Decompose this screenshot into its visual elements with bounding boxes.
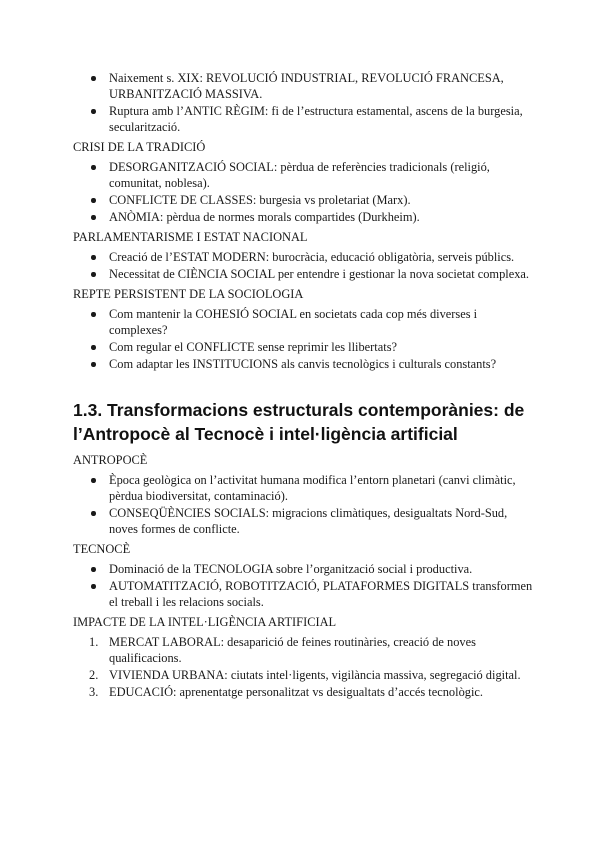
subsection-label-crisi: CRISI DE LA TRADICIÓ	[73, 140, 206, 154]
list-item: Necessitat de CIÈNCIA SOCIAL per entendre i gestionar la nova societat complexa.	[73, 266, 533, 282]
list-item	[73, 667, 533, 683]
list-item: Època geològica on l’activitat humana modifica l’entorn planetari (canvi climàtic, pèrdua biodiversitat, contaminació).	[73, 472, 533, 504]
crisi-list	[73, 159, 533, 225]
list-item: Com mantenir la COHESIÓ SOCIAL en societats cada cop més diverses i complexes?	[73, 306, 533, 338]
list-number: 3.	[89, 685, 99, 699]
list-item-text: MERCAT LABORAL: desaparició de feines routinàries, creació de noves qualificacions.	[109, 635, 476, 665]
list-item	[73, 634, 533, 666]
ia-list	[73, 634, 533, 700]
parlamentarisme-list	[73, 249, 533, 282]
repte-list	[73, 306, 533, 372]
subsection-label-ia: IMPACTE DE LA INTEL·LIGÈNCIA ARTIFICIAL	[73, 615, 337, 629]
subsection-label-tecnoce: TECNOCÈ	[73, 542, 131, 556]
list-item-text: VIVIENDA URBANA: ciutats intel·ligents, vigilància massiva, segregació digital.	[109, 668, 521, 682]
list-item: Dominació de la TECNOLOGIA sobre l’organització social i productiva.	[73, 561, 533, 577]
list-number: 1.	[89, 635, 99, 649]
list-item: DESORGANITZACIÓ SOCIAL: pèrdua de referències tradicionals (religió, comunitat, noblesa).	[73, 159, 533, 191]
tecnoce-list	[73, 561, 533, 610]
subsection-label-repte: REPTE PERSISTENT DE LA SOCIOLOGIA	[73, 287, 304, 301]
list-item	[73, 684, 533, 700]
list-item: Com regular el CONFLICTE sense reprimir les llibertats?	[73, 339, 533, 355]
list-item: Ruptura amb l’ANTIC RÈGIM: fi de l’estructura estamental, ascens de la burgesia, secularització.	[73, 103, 533, 135]
list-item-text: EDUCACIÓ: aprenentatge personalitzat vs desigualtats d’accés tecnològic.	[109, 685, 483, 699]
list-item: CONFLICTE DE CLASSES: burgesia vs proletariat (Marx).	[73, 192, 533, 208]
antropoce-list	[73, 472, 533, 537]
subsection-label-antropoce: ANTROPOCÈ	[73, 453, 148, 467]
list-item: CONSEQÜÈNCIES SOCIALS: migracions climàtiques, desigualtats Nord-Sud, noves formes de conflicte.	[73, 505, 533, 537]
subsection-label-parlamentarisme: PARLAMENTARISME I ESTAT NACIONAL	[73, 230, 308, 244]
list-item: ANÒMIA: pèrdua de normes morals compartides (Durkheim).	[73, 209, 533, 225]
intro-list	[73, 70, 533, 135]
list-item: Com adaptar les INSTITUCIONS als canvis tecnològics i culturals constants?	[73, 356, 533, 372]
list-number: 2.	[89, 668, 99, 682]
list-item: Naixement s. XIX: REVOLUCIÓ INDUSTRIAL, REVOLUCIÓ FRANCESA, URBANITZACIÓ MASSIVA.	[73, 70, 533, 102]
page-content	[73, 70, 533, 701]
section-heading: 1.3. Transformacions estructurals contemporànies: de l’Antropocè al Tecnocè i intel·ligència artificial	[73, 400, 525, 444]
list-item: AUTOMATITZACIÓ, ROBOTITZACIÓ, PLATAFORMES DIGITALS transformen el treball i les relacions socials.	[73, 578, 533, 610]
list-item: Creació de l’ESTAT MODERN: burocràcia, educació obligatòria, serveis públics.	[73, 249, 533, 265]
